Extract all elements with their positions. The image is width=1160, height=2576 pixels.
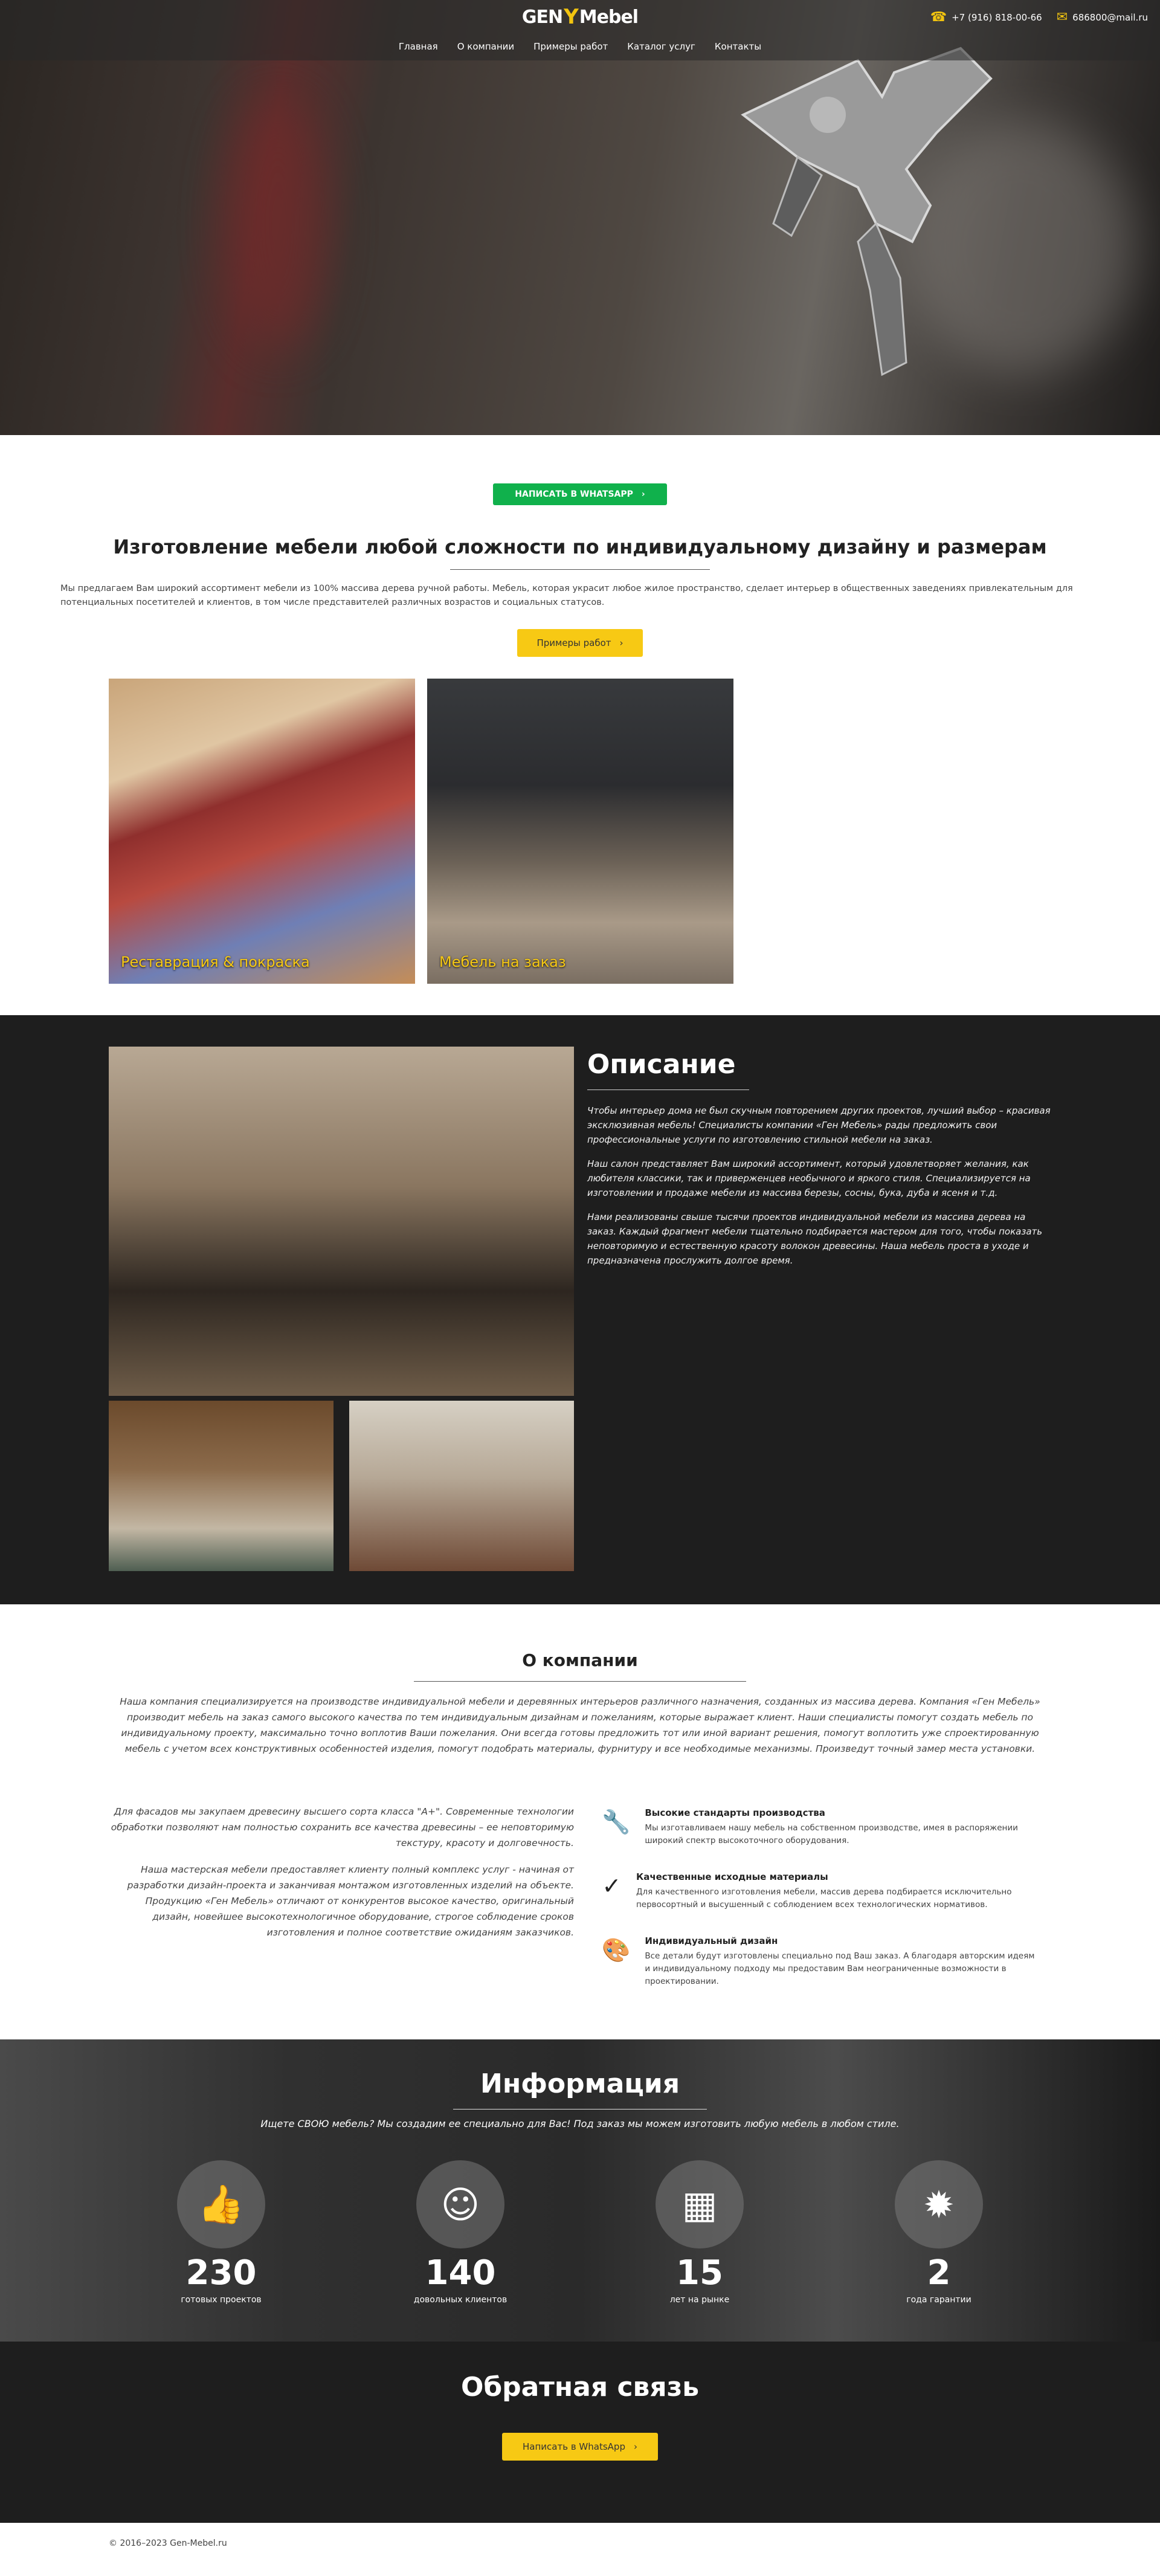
thumbs-up-icon: 👍 <box>177 2160 265 2248</box>
stat-item <box>130 2160 312 2305</box>
stat-label: довольных клиентов <box>413 2295 507 2305</box>
service-card-custom[interactable] <box>427 679 733 984</box>
about-lead: Наша компания специализируется на производстве индивидуальной мебели и деревянных интерьеров различного назначения, созданных из массива дерева. Компания «Ген Мебель» производит мебель на заказ самого высокого качества по тем индивидуальным дизайнам и пожеланиям, которые выражает клиент. Наши специалисты помогут создать мебель по индивидуальному проекту, максимально точно воплотив Ваши пожелания. Они всегда готовы предложить тот или иной вариант решения, помогут воплотить уже спроектированную мебель с учетом всех конструктивных особенностей изделия, помогут подобрать материалы, фурнитуру и все необходимые механизмы. Произведут точный замер места установки. <box>120 1696 1040 1754</box>
nav-item-home[interactable]: Главная <box>398 41 438 52</box>
interior-photo-library <box>109 1401 334 1571</box>
site-header <box>0 0 1160 60</box>
wrench-icon: 🔧 <box>602 1809 631 1835</box>
description-paragraph: Нами реализованы свыше тысячи проектов индивидуальной мебели из массива дерева на заказ. Каждый фрагмент мебели тщательно подбирается мастером для того, чтобы показать неповторимую и естественную красоту волокон древесины. Наша мебель проста в уходе и предназначена прослужить долгое время. <box>587 1212 1043 1266</box>
nav-item-about[interactable]: О компании <box>457 41 515 52</box>
stat-number: 140 <box>425 2253 496 2293</box>
feature-title: Высокие стандарты производства <box>645 1807 825 1818</box>
feedback-button-label: Написать в WhatsApp <box>523 2441 625 2452</box>
feature-title: Качественные исходные материалы <box>636 1871 828 1882</box>
stat-label: лет на рынке <box>669 2295 730 2305</box>
examples-button-label: Примеры работ <box>536 638 611 648</box>
description-text <box>587 1049 1051 1277</box>
about-divider <box>414 1681 746 1682</box>
feature-item <box>602 1935 1037 1988</box>
copyright-text: © 2016–2023 Gen-Mebel.ru <box>109 2539 227 2548</box>
phone-link[interactable] <box>930 10 1042 25</box>
feedback-title: Обратная связь <box>460 2372 700 2403</box>
intro-section <box>0 435 1160 984</box>
stat-item <box>370 2160 551 2305</box>
about-section <box>0 1604 1160 2039</box>
description-title: Описание <box>587 1049 736 1080</box>
intro-lead: Мы предлагаем Вам широкий ассортимент мебели из 100% массива дерева ручной работы. Мебель, которая украсит любое жилое пространство, сделает интерьер в общественных заведениях привлекательным для потенциальных посетителей и клиентов, в том числе представителей различных возрастов и социальных статусов. <box>60 584 1073 607</box>
stat-number: 15 <box>676 2253 723 2293</box>
feature-item <box>602 1807 1037 1847</box>
nav-item-catalog[interactable]: Каталог услуг <box>627 41 695 52</box>
interior-photo-main <box>109 1047 574 1396</box>
spray-gun-image <box>677 24 1015 399</box>
palette-icon: 🎨 <box>602 1937 631 1963</box>
stat-item <box>609 2160 790 2305</box>
calendar-icon: ▦ <box>656 2160 744 2248</box>
about-title: О компании <box>522 1650 638 1670</box>
nav-item-contacts[interactable]: Контакты <box>714 41 762 52</box>
smile-icon: ☺ <box>416 2160 504 2248</box>
examples-button[interactable] <box>517 629 642 657</box>
chevron-right-icon: › <box>633 2441 637 2452</box>
email-address: 686800@mail.ru <box>1072 11 1148 23</box>
stat-item <box>848 2160 1030 2305</box>
service-card-restoration[interactable] <box>109 679 415 984</box>
page-title: Изготовление мебели любой сложности по индивидуальному дизайну и размерам <box>113 535 1047 558</box>
about-paragraph: Для фасадов мы закупаем древесину высшего сорта класса "А+". Современные технологии обработки позволяют нам полностью сохранить все качества древесины – ее неповторимую текстуру, красоту и долговечность. <box>111 1806 574 1848</box>
service-cards <box>109 679 1160 984</box>
about-left-text <box>109 1804 574 1951</box>
nav-item-examples[interactable]: Примеры работ <box>533 41 608 52</box>
service-card-caption: Мебель на заказ <box>439 954 566 970</box>
chevron-right-icon: › <box>619 638 624 648</box>
site-footer <box>0 2523 1160 2576</box>
info-section <box>0 2039 1160 2342</box>
chevron-right-icon: › <box>641 489 645 499</box>
info-divider <box>453 2109 707 2110</box>
info-title: Информация <box>480 2068 680 2099</box>
feedback-section <box>0 2342 1160 2523</box>
description-section <box>0 1015 1160 1604</box>
main-nav <box>0 41 1160 52</box>
whatsapp-feedback-button[interactable] <box>502 2433 658 2461</box>
description-divider <box>587 1089 749 1090</box>
stat-number: 230 <box>185 2253 257 2293</box>
feature-text: Все детали будут изготовлены специально под Ваш заказ. А благодаря авторским идеям и индивидуальному подходу мы предоставим Вам неограниченные возможности в проектировании. <box>645 1951 1035 1986</box>
feature-item <box>602 1871 1037 1911</box>
stat-number: 2 <box>927 2253 951 2293</box>
whatsapp-button[interactable] <box>493 483 666 505</box>
feature-title: Индивидуальный дизайн <box>645 1935 778 1946</box>
check-icon: ✓ <box>602 1873 622 1899</box>
feature-text: Мы изготавливаем нашу мебель на собственном производстве, имея в распоряжении широкий спектр высокоточного оборудования. <box>645 1823 1018 1845</box>
feature-text: Для качественного изготовления мебели, массив дерева подбирается исключительно первосортный и высушенный с соблюдением всех технологических нормативов. <box>636 1887 1012 1909</box>
email-link[interactable] <box>1057 10 1148 25</box>
logo-text-right: Mebel <box>579 6 639 28</box>
stat-label: готовых проектов <box>181 2295 262 2305</box>
phone-icon: ☎ <box>930 10 947 25</box>
stat-label: года гарантии <box>906 2295 971 2305</box>
whatsapp-button-label: НАПИСАТЬ В WHATSAPP <box>515 489 633 499</box>
logo-text-left: GEN <box>521 6 563 28</box>
envelope-icon: ✉ <box>1056 10 1068 25</box>
info-subtitle: Ищете СВОЮ мебель? Мы создадим ее специально для Вас! Под заказ мы можем изготовить любую мебель в любом стиле. <box>260 2118 900 2129</box>
description-paragraph: Наш салон представляет Вам широкий ассортимент, который удовлетворяет желания, как любителя классики, так и приверженцев необычного и яркого стиля. Специализируется на изготовлении и продаже мебели из массива березы, сосны, бука, дуба и ясеня и т.д. <box>587 1158 1031 1198</box>
service-card-caption: Реставрация & покраска <box>121 954 310 970</box>
header-contacts <box>930 10 1148 25</box>
badge-alert-icon: ✹ <box>895 2160 983 2248</box>
interior-photo-desk <box>349 1401 574 1571</box>
title-divider <box>450 569 710 570</box>
about-paragraph: Наша мастерская мебели предоставляет клиенту полный комплекс услуг - начиная от разработки дизайн-проекта и заканчивая монтажом изготовленных изделий на объекте. Продукцию «Ген Мебель» отличают от конкурентов высокое качество, оригинальный дизайн, новейшее высокотехнологичное оборудование, строгое соблюдение сроков изготовления и полное соответствие ожиданиям заказчиков. <box>127 1864 574 1938</box>
site-logo[interactable] <box>517 4 643 30</box>
hero-banner <box>0 0 1160 435</box>
phone-number: +7 (916) 818-00-66 <box>952 11 1042 23</box>
description-paragraph: Чтобы интерьер дома не был скучным повторением других проектов, лучший выбор – красивая эксклюзивная мебель! Специалисты компании «Ген Мебель» рады предложить свои профессиональные услуги по изготовлению стильной мебели на заказ. <box>587 1105 1051 1145</box>
logo-mark: Y <box>564 5 578 29</box>
